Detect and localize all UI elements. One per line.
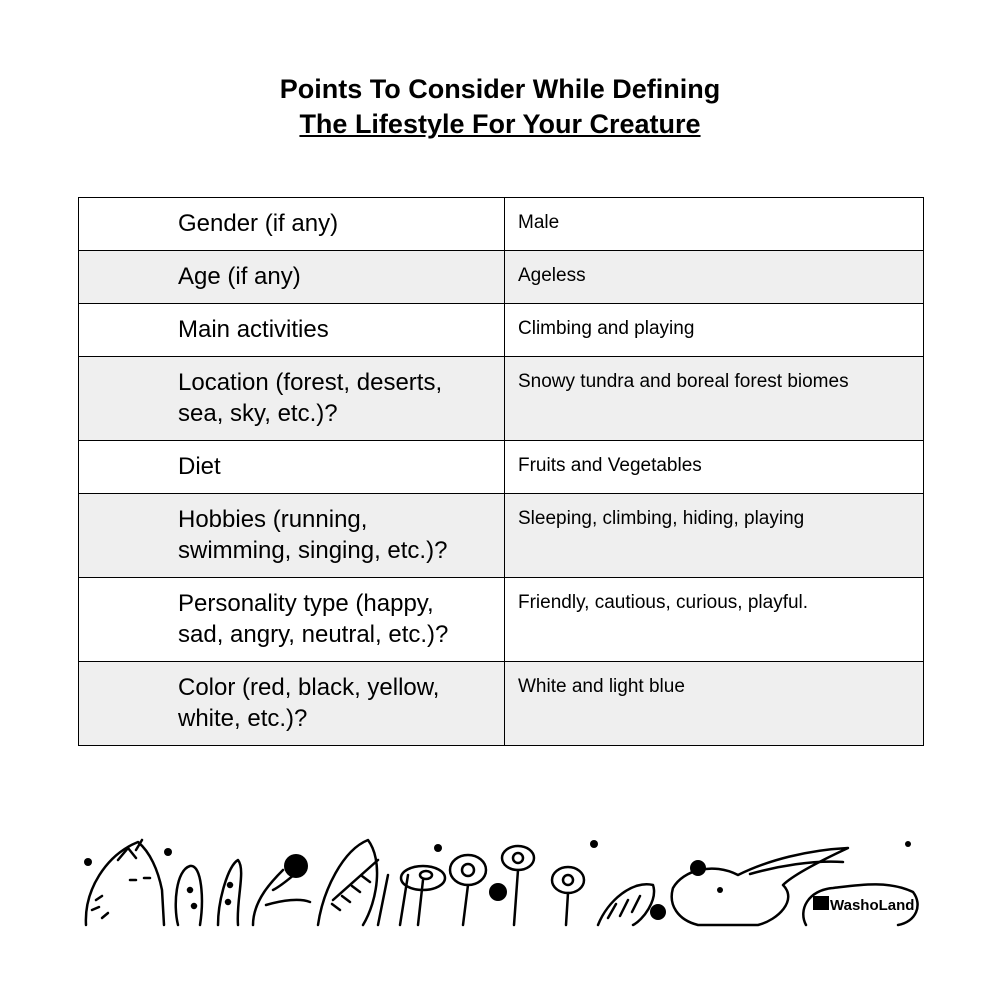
rabbit-doodle-icon xyxy=(672,848,848,925)
cactus-doodle-icon xyxy=(176,860,241,925)
answer-cell: Fruits and Vegetables xyxy=(505,441,924,494)
answer-cell: White and light blue xyxy=(505,662,924,746)
title-line-1: Points To Consider While Defining xyxy=(279,74,721,104)
table-row xyxy=(79,304,924,357)
answer-cell: Male xyxy=(505,198,924,251)
answer-cell: Snowy tundra and boreal forest biomes xyxy=(505,357,924,441)
answer-cell: Sleeping, climbing, hiding, playing xyxy=(505,494,924,578)
mushroom-cluster-icon xyxy=(378,844,584,925)
question-cell: Location (forest, deserts, sea, sky, etc.)? xyxy=(79,357,505,441)
table-row xyxy=(79,441,924,494)
question-cell: Main activities xyxy=(79,304,505,357)
title-line-2: The Lifestyle For Your Creature xyxy=(299,109,701,139)
question-cell: Gender (if any) xyxy=(79,198,505,251)
question-cell: Diet xyxy=(79,441,505,494)
coral-doodle-icon xyxy=(253,854,310,925)
leaf-doodle-icon xyxy=(318,840,378,925)
page-title xyxy=(0,72,1000,142)
fern-doodle-icon xyxy=(590,840,666,925)
doodle-border xyxy=(78,830,923,930)
table-row xyxy=(79,662,924,746)
question-cell: Hobbies (running, swimming, singing, etc.)? xyxy=(79,494,505,578)
question-cell: Personality type (happy, sad, angry, neutral, etc.)? xyxy=(79,578,505,662)
washoland-logo xyxy=(803,841,917,925)
question-cell: Color (red, black, yellow, white, etc.)? xyxy=(79,662,505,746)
answer-cell: Friendly, cautious, curious, playful. xyxy=(505,578,924,662)
logo-text: WashoLand xyxy=(830,897,915,914)
table-row xyxy=(79,198,924,251)
table-row xyxy=(79,578,924,662)
table-row xyxy=(79,251,924,304)
answer-cell: Ageless xyxy=(505,251,924,304)
lifestyle-table xyxy=(78,197,924,746)
table-row xyxy=(79,357,924,441)
table-row xyxy=(79,494,924,578)
answer-cell: Climbing and playing xyxy=(505,304,924,357)
question-cell: Age (if any) xyxy=(79,251,505,304)
creature-doodle-icon xyxy=(86,840,164,925)
